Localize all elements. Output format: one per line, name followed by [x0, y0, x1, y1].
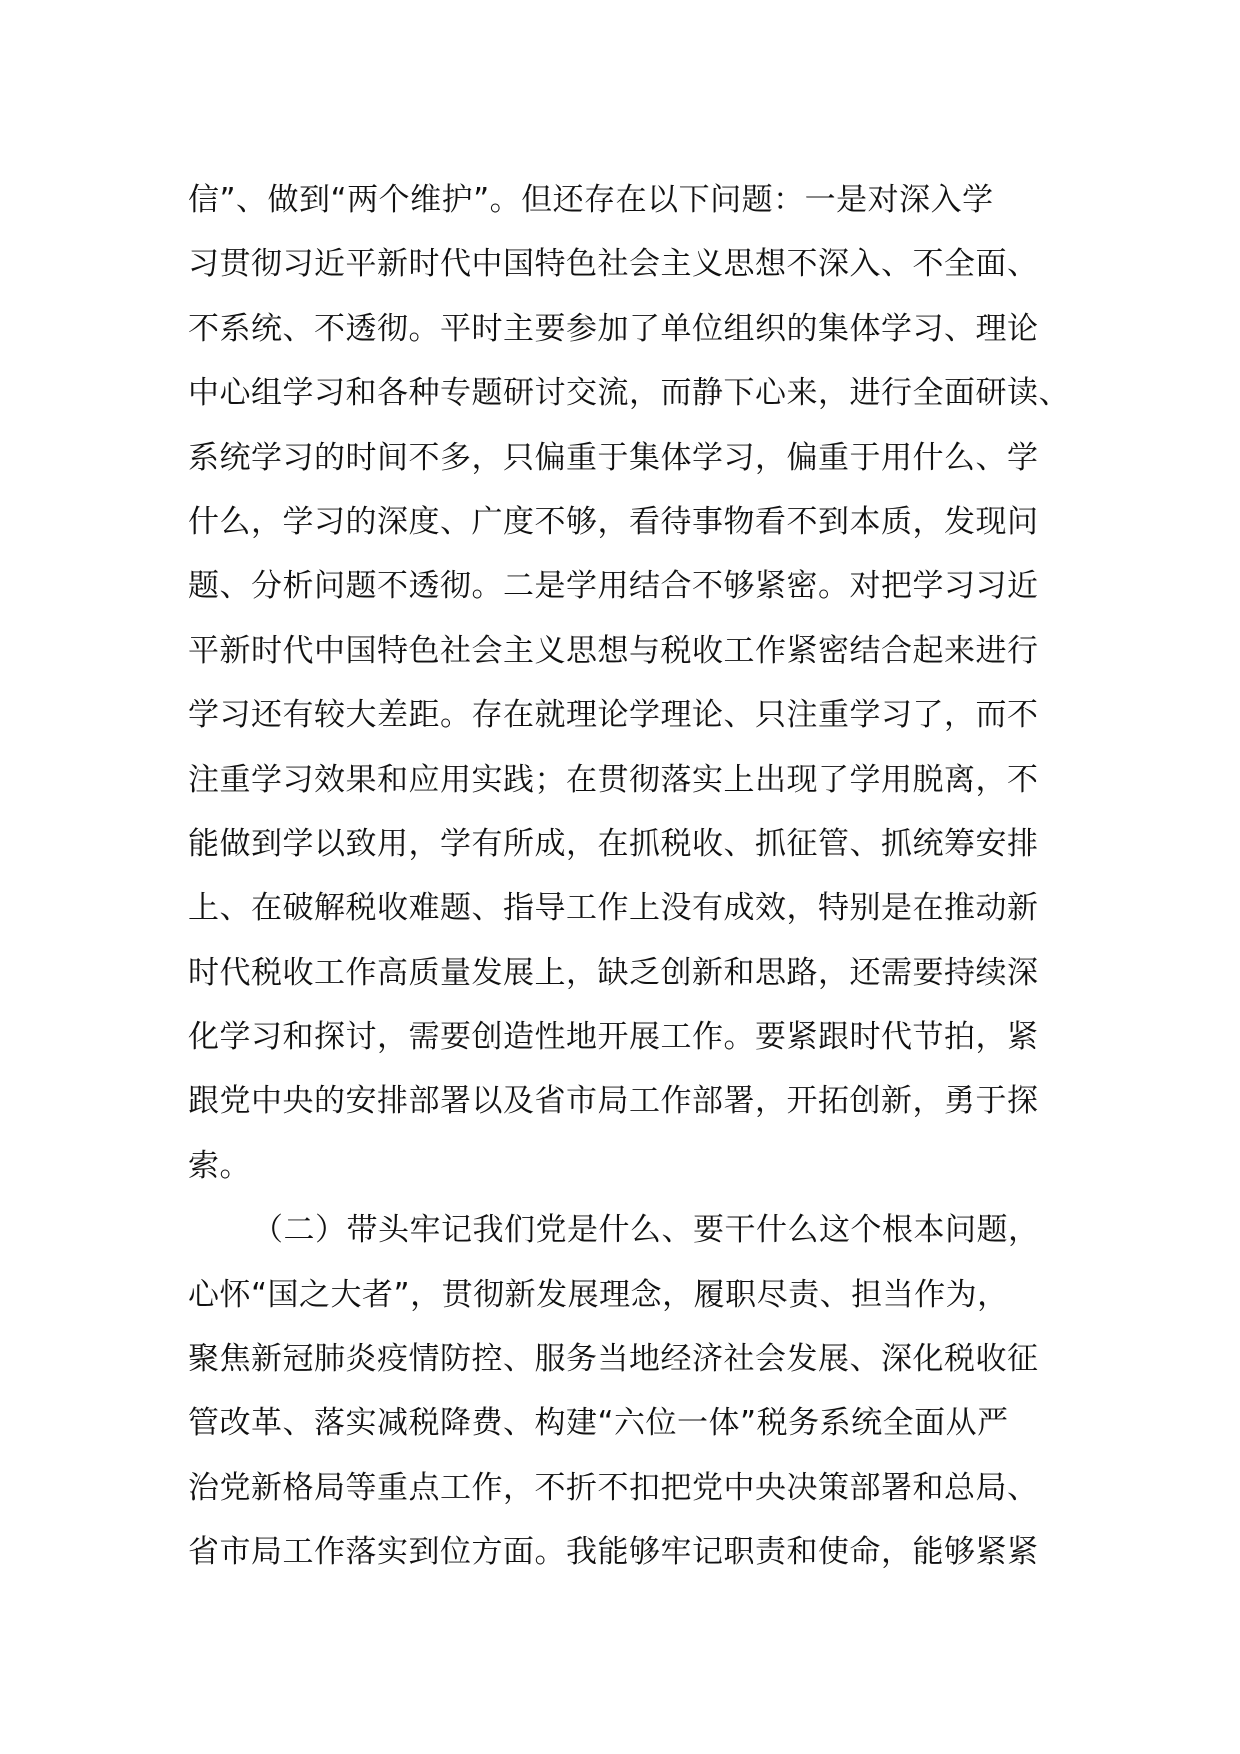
text-line: 管改革、落实减税降费、构建“六位一体”税务系统全面从严 [188, 1405, 1009, 1442]
text-line: 索。 [188, 1147, 251, 1184]
text-line: 上、在破解税收难题、指导工作上没有成效，特别是在推动新 [188, 890, 1039, 927]
text-line: 治党新格局等重点工作，不折不扣把党中央决策部署和总局、 [188, 1469, 1039, 1506]
text-line: 平新时代中国特色社会主义思想与税收工作紧密结合起来进行 [188, 632, 1039, 669]
text-line: 心怀“国之大者”，贯彻新发展理念，履职尽责、担当作为， [188, 1276, 1009, 1313]
text-line: 信”、做到“两个维护”。但还存在以下问题：一是对深入学 [188, 182, 994, 218]
text-line: 化学习和探讨，需要创造性地开展工作。要紧跟时代节拍，紧 [188, 1019, 1039, 1056]
text-line: 系统学习的时间不多，只偏重于集体学习，偏重于用什么、学 [188, 439, 1039, 476]
paragraph-1 [188, 168, 1088, 1198]
document-body [188, 168, 1088, 1585]
text-line: 习贯彻习近平新时代中国特色社会主义思想不深入、不全面、 [188, 246, 1039, 283]
paragraph-2 [188, 1198, 1088, 1584]
text-line: 跟党中央的安排部署以及省市局工作部署，开拓创新，勇于探 [188, 1083, 1039, 1120]
text-line: 不系统、不透彻。平时主要参加了单位组织的集体学习、理论 [188, 310, 1039, 347]
text-line: 时代税收工作高质量发展上，缺乏创新和思路，还需要持续深 [188, 954, 1039, 991]
text-line: 什么，学习的深度、广度不够，看待事物看不到本质，发现问 [188, 503, 1039, 540]
text-line: 学习还有较大差距。存在就理论学理论、只注重学习了，而不 [188, 697, 1039, 734]
text-line: （二）带头牢记我们党是什么、要干什么这个根本问题， [252, 1212, 1040, 1249]
text-line: 省市局工作落实到位方面。我能够牢记职责和使命，能够紧紧 [188, 1534, 1039, 1571]
text-line: 能做到学以致用，学有所成，在抓税收、抓征管、抓统筹安排 [188, 825, 1039, 862]
text-line: 题、分析问题不透彻。二是学用结合不够紧密。对把学习习近 [188, 568, 1039, 605]
text-line: 聚焦新冠肺炎疫情防控、服务当地经济社会发展、深化税收征 [188, 1341, 1039, 1378]
text-line: 中心组学习和各种专题研讨交流，而静下心来，进行全面研读、 [188, 375, 1070, 412]
text-line: 注重学习效果和应用实践；在贯彻落实上出现了学用脱离，不 [188, 761, 1039, 798]
